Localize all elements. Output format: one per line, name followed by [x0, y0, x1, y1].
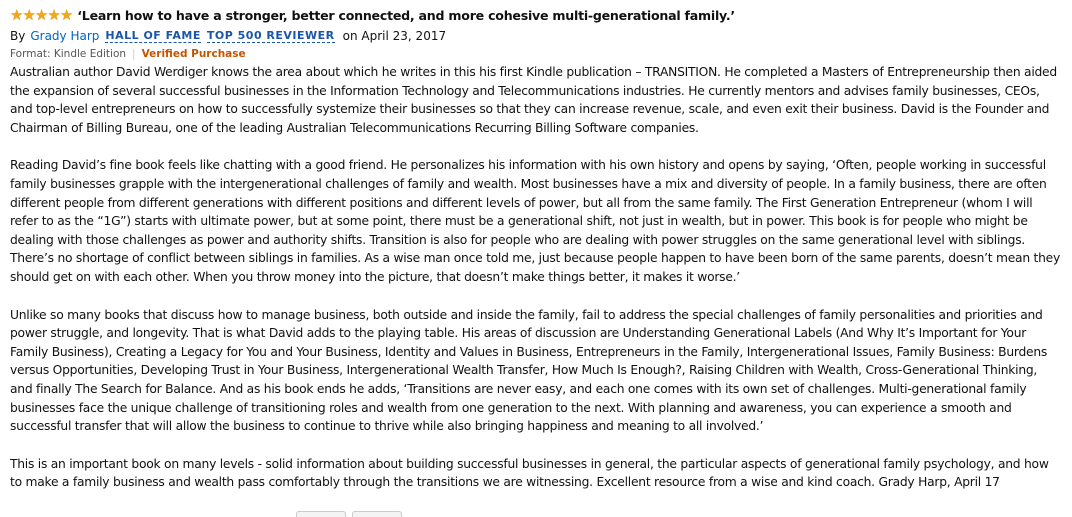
review-title[interactable]: ‘Learn how to have a stronger, better connected, and more cohesive multi-generational family.’ [77, 7, 735, 23]
review-actions [296, 511, 408, 517]
review-paragraph: Unlike so many books that discuss how to manage business, both outside and inside the family, fail to address the special challenges of family personalities and priorities and power struggle, and longevity. That is what David adds to the playing table. His areas of discussion are Understanding Generational Labels (And Why It’s Important for Your Family Business), Creating a Legacy for You and Your Business, Identity and Values in Business, Entrepreneurs in the Family, Intergenerational Issues, Family Business: Burdens versus Opportunities, Developing Trust in Your Business, Intergenerational Wealth Transfer, How Much Is Enough?, Raising Children with Wealth, Cross-Generational Thinking, and finally The Search for Balance. And as his book ends he adds, ‘Transitions are never easy, and each one comes with its own set of challenges. Multi-generational family businesses face the unique challenge of transitioning roles and wealth from one generation to the next. With planning and awareness, you can experience a smooth and successful transfer that will allow the business to continue to thrive while also bringing happiness and meaning to all involved.’ [10, 307, 1048, 434]
review-body [10, 63, 1062, 492]
review-header [10, 6, 1062, 24]
review-paragraph: This is an important book on many levels - solid information about building successful businesses in general, the particular aspects of generational family psychology, and how to make a family business and wealth pass comfortably through the transitions we are witnessing. Excellent resource from a wise and kind coach. Grady Harp, April 17 [10, 456, 1049, 490]
helpful-button[interactable] [296, 511, 346, 517]
review-date: on April 23, 2017 [342, 29, 447, 43]
star-icon: ★ [22, 5, 35, 24]
star-icon: ★ [47, 5, 60, 24]
report-abuse-button[interactable] [352, 511, 402, 517]
star-icon: ★ [10, 5, 23, 24]
review-byline [10, 28, 1062, 44]
author-link[interactable]: Grady Harp [30, 29, 100, 43]
review-paragraph: Australian author David Werdiger knows the area about which he writes in this his first Kindle publication – TRANSITION. He completed a Masters of Entrepreneurship then aided the expansion of several successful businesses in the Information Technology and Telecommunications industries. He currently mentors and advises family businesses, CEOs, and top-level entrepreneurs on how to successfully systemize their businesses so that they can increase revenue, scale, and even exit their business. David is the Founder and Chairman of Billing Bureau, one of the leading Australian Telecommunications Recurring Billing Software companies. [10, 65, 1057, 135]
meta-divider: | [132, 48, 136, 60]
star-icon: ★ [59, 5, 73, 24]
hall-of-fame-badge[interactable]: HALL OF FAME [105, 28, 201, 42]
top-reviewer-badge[interactable]: TOP 500 REVIEWER [206, 28, 335, 42]
by-label: By [10, 29, 26, 43]
star-icon: ★ [34, 5, 48, 24]
format-label[interactable]: Format: Kindle Edition [10, 48, 127, 60]
verified-purchase-badge: Verified Purchase [141, 48, 246, 60]
review-meta [10, 47, 1062, 61]
star-rating[interactable] [10, 5, 73, 24]
review-paragraph: Reading David’s fine book feels like chatting with a good friend. He personalizes his information with his own history and opens by saying, ‘Often, people working in successful family businesses grapple with the intergenerational challenges of family and wealth. Most businesses have a mix and diversity of people. In a family business, there are often different people from different generations with different positions and different levels of power, but all from the same family. The First Generation Entrepreneur (whom I will refer to as the “1G”) starts with ultimate power, but at some point, there must be a generational shift, not just in wealth, but in power. This book is for people who might be dealing with those challenges as power and authority shifts. Transition is also for people who are dealing with power struggles on the same generational level with siblings. There’s no shortage of conflict between siblings in families. As a wise man once told me, just because people happen to have been born of the same parents, doesn’t mean they should get on with each other. When you throw money into the picture, that doesn’t make things better, it makes it worse.’ [10, 158, 1061, 284]
